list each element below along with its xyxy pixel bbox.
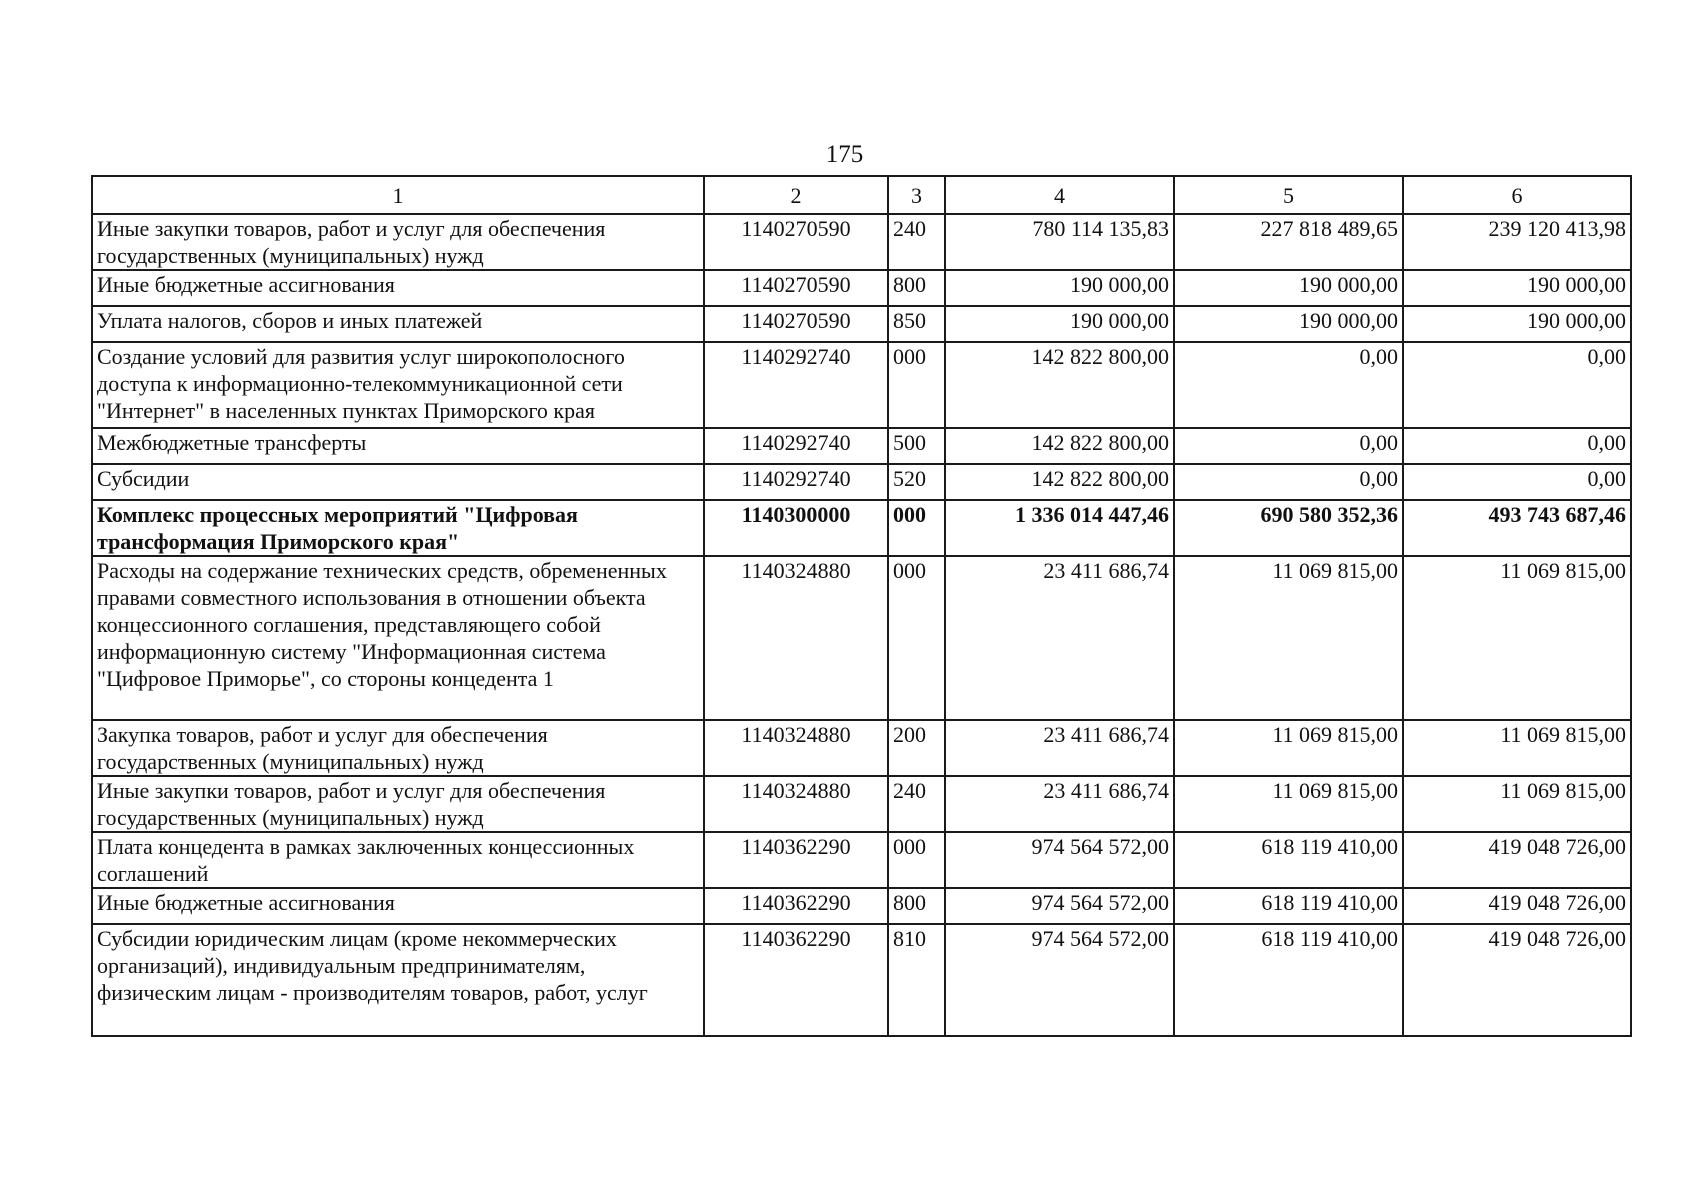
- table-row: [92, 556, 1631, 720]
- row-target-code: 1140362290: [704, 832, 888, 888]
- row-amount-year-3: 239 120 413,98: [1403, 214, 1631, 270]
- row-expense-type: 000: [888, 342, 945, 428]
- row-name: Создание условий для развития услуг широкополосного доступа к информационно-телекоммуникационной сети "Интернет" в населенных пунктах Приморского края: [92, 342, 704, 428]
- row-expense-type: 800: [888, 270, 945, 306]
- header-cell-6: 6: [1403, 176, 1631, 214]
- row-target-code: 1140292740: [704, 342, 888, 428]
- row-target-code: 1140362290: [704, 924, 888, 1036]
- header-cell-5: 5: [1174, 176, 1403, 214]
- row-amount-year-2: 618 119 410,00: [1174, 924, 1403, 1036]
- row-name: Иные закупки товаров, работ и услуг для обеспечения государственных (муниципальных) нужд: [92, 214, 704, 270]
- row-amount-year-2: 0,00: [1174, 464, 1403, 500]
- table-row: [92, 832, 1631, 888]
- page-number: 175: [825, 141, 864, 168]
- row-name: Плата концедента в рамках заключенных концессионных соглашений: [92, 832, 704, 888]
- row-amount-year-1: 1 336 014 447,46: [945, 500, 1174, 556]
- row-amount-year-3: 0,00: [1403, 342, 1631, 428]
- row-name: Комплекс процессных мероприятий "Цифровая трансформация Приморского края": [92, 500, 704, 556]
- row-amount-year-3: 11 069 815,00: [1403, 556, 1631, 720]
- row-amount-year-3: 190 000,00: [1403, 270, 1631, 306]
- row-name: Субсидии юридическим лицам (кроме некоммерческих организаций), индивидуальным предпринимателям, физическим лицам - производителям товаров, работ, услуг: [92, 924, 704, 1036]
- row-amount-year-2: 0,00: [1174, 428, 1403, 464]
- row-expense-type: 200: [888, 720, 945, 776]
- row-target-code: 1140270590: [704, 214, 888, 270]
- row-expense-type: 000: [888, 832, 945, 888]
- row-amount-year-1: 23 411 686,74: [945, 720, 1174, 776]
- row-target-code: 1140362290: [704, 888, 888, 924]
- row-target-code: 1140270590: [704, 270, 888, 306]
- row-amount-year-1: 23 411 686,74: [945, 556, 1174, 720]
- row-amount-year-2: 690 580 352,36: [1174, 500, 1403, 556]
- row-name: Субсидии: [92, 464, 704, 500]
- row-amount-year-3: 419 048 726,00: [1403, 924, 1631, 1036]
- budget-table: [91, 175, 1632, 1037]
- table-row: [92, 720, 1631, 776]
- row-amount-year-3: 190 000,00: [1403, 306, 1631, 342]
- row-expense-type: 240: [888, 776, 945, 832]
- row-name: Межбюджетные трансферты: [92, 428, 704, 464]
- table-row: [92, 214, 1631, 270]
- row-amount-year-1: 142 822 800,00: [945, 428, 1174, 464]
- table-row: [92, 924, 1631, 1036]
- row-expense-type: 520: [888, 464, 945, 500]
- row-amount-year-1: 23 411 686,74: [945, 776, 1174, 832]
- row-amount-year-2: 11 069 815,00: [1174, 556, 1403, 720]
- row-target-code: 1140300000: [704, 500, 888, 556]
- row-expense-type: 500: [888, 428, 945, 464]
- row-amount-year-2: 11 069 815,00: [1174, 776, 1403, 832]
- row-name: Иные бюджетные ассигнования: [92, 270, 704, 306]
- row-name: Закупка товаров, работ и услуг для обеспечения государственных (муниципальных) нужд: [92, 720, 704, 776]
- row-amount-year-1: 190 000,00: [945, 306, 1174, 342]
- row-amount-year-1: 142 822 800,00: [945, 464, 1174, 500]
- row-expense-type: 000: [888, 556, 945, 720]
- table-row: [92, 342, 1631, 428]
- row-name: Уплата налогов, сборов и иных платежей: [92, 306, 704, 342]
- table-row: [92, 464, 1631, 500]
- table-row: [92, 428, 1631, 464]
- row-amount-year-2: 0,00: [1174, 342, 1403, 428]
- header-cell-1: 1: [92, 176, 704, 214]
- row-target-code: 1140324880: [704, 720, 888, 776]
- table-row-section-total: [92, 500, 1631, 556]
- row-name: Расходы на содержание технических средств, обремененных правами совместного использования в отношении объекта концессионного соглашения, представляющего собой информационную систему "Информационная система "Цифровое Приморье", со стороны концедента 1: [92, 556, 704, 720]
- table-row: [92, 888, 1631, 924]
- row-expense-type: 810: [888, 924, 945, 1036]
- row-amount-year-3: 0,00: [1403, 428, 1631, 464]
- table-header-row: [92, 176, 1631, 214]
- row-amount-year-2: 618 119 410,00: [1174, 832, 1403, 888]
- row-target-code: 1140292740: [704, 428, 888, 464]
- row-amount-year-1: 190 000,00: [945, 270, 1174, 306]
- table-row: [92, 306, 1631, 342]
- row-amount-year-1: 974 564 572,00: [945, 832, 1174, 888]
- header-cell-2: 2: [704, 176, 888, 214]
- row-amount-year-2: 618 119 410,00: [1174, 888, 1403, 924]
- row-target-code: 1140270590: [704, 306, 888, 342]
- row-expense-type: 850: [888, 306, 945, 342]
- row-amount-year-2: 190 000,00: [1174, 306, 1403, 342]
- row-expense-type: 800: [888, 888, 945, 924]
- row-target-code: 1140292740: [704, 464, 888, 500]
- row-amount-year-1: 142 822 800,00: [945, 342, 1174, 428]
- row-name: Иные закупки товаров, работ и услуг для обеспечения государственных (муниципальных) нужд: [92, 776, 704, 832]
- row-amount-year-1: 780 114 135,83: [945, 214, 1174, 270]
- row-name: Иные бюджетные ассигнования: [92, 888, 704, 924]
- table-row: [92, 776, 1631, 832]
- header-cell-4: 4: [945, 176, 1174, 214]
- table-row: [92, 270, 1631, 306]
- row-amount-year-3: 0,00: [1403, 464, 1631, 500]
- row-amount-year-3: 419 048 726,00: [1403, 832, 1631, 888]
- row-amount-year-1: 974 564 572,00: [945, 924, 1174, 1036]
- row-amount-year-1: 974 564 572,00: [945, 888, 1174, 924]
- row-expense-type: 240: [888, 214, 945, 270]
- row-amount-year-2: 190 000,00: [1174, 270, 1403, 306]
- row-amount-year-3: 11 069 815,00: [1403, 720, 1631, 776]
- row-amount-year-2: 11 069 815,00: [1174, 720, 1403, 776]
- row-target-code: 1140324880: [704, 556, 888, 720]
- row-target-code: 1140324880: [704, 776, 888, 832]
- row-amount-year-3: 419 048 726,00: [1403, 888, 1631, 924]
- row-amount-year-3: 11 069 815,00: [1403, 776, 1631, 832]
- row-amount-year-3: 493 743 687,46: [1403, 500, 1631, 556]
- row-expense-type: 000: [888, 500, 945, 556]
- header-cell-3: 3: [888, 176, 945, 214]
- row-amount-year-2: 227 818 489,65: [1174, 214, 1403, 270]
